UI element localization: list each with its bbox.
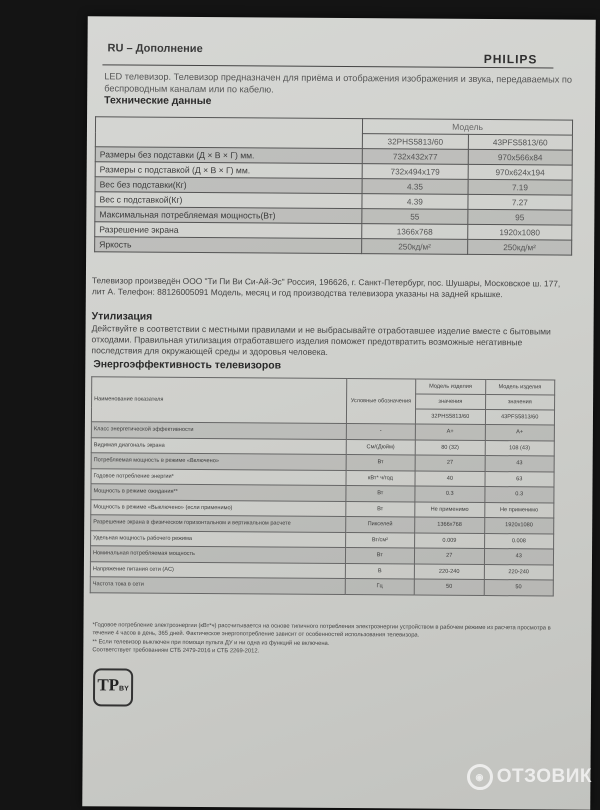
manufacturer-info: Телевизор произведён ООО "Ти Пи Ви Си-Ай-Эс" Россия, 196626, г. Санкт-Петербург, пос. Шушары, Московское ш. 177, лит А. Телефон: 88126005091 Модель, месяц и год производства телевизора указаны на задней крышке. — [91, 275, 561, 299]
footnote-2: ** Если телевизор выключен при помощи пульта ДУ и ни одна из функций не включена. — [92, 639, 330, 647]
table-row: Номинальная потребляемая мощность Вт 27 43 — [90, 546, 553, 565]
certification-mark-icon: TPBY — [93, 668, 133, 706]
model-2: 43PFS5813/60 — [468, 134, 572, 150]
review-site-icon: ◉ — [467, 764, 493, 790]
table-row: Размеры без подставки (Д × В × Г) мм. 732x432x77 970x566x84 — [95, 147, 572, 165]
table-row: Мощность в режиме ожидания** Вт 0.3 0.3 — [91, 484, 554, 503]
table-row: Яркость 250кд/м² 250кд/м² — [95, 237, 572, 255]
footnote-1: *Годовое потребление электроэнергии (кВт*ч) рассчитывается на основе типичного потребления электроэнергии устройством в рабочем режиме из расчета просмотра в течение 4 часов в день, 365 дней. Фактическое энергопотребление зависит от особенностей использования телевизора. — [92, 622, 551, 639]
section-title: RU – Дополнение — [107, 42, 203, 56]
col-name: Наименование показателя — [91, 377, 346, 424]
efficiency-table: Наименование показателя Условные обозначения Модель изделия Модель изделия значения значения 32PHS5813/60 43PFS5813/60 Класс энергетической эффективности - A+ A+ Видимая диагональ экрана См/(Дюйм) 80 (32) 108 (43) Потребляемая мощность в режиме «Включено» Вт 27 43 Годовое потребление энергии* кВт* ч/год 40 63 Мощность в режиме ожидания** Вт 0.3 0.3 Мощность в режиме «Выключено» (если применимо) Вт Не применимо Не применимо Разрешение экрана в физическом горизонтальном и вертикальном расчете Пикселей 1366x768 1920x1080 Удельная мощность рабочего режима Вт/см² 0.009 0.008 Номинальная потребляемая мощность Вт 27 43 Напряжение питания сети (AC) В 220-240 220-240 Частота тока в сети Гц 50 50 — [90, 376, 556, 596]
col-unit: Условные обозначения — [346, 379, 416, 424]
model-header: Модель — [363, 119, 573, 135]
table-row: Класс энергетической эффективности - A+ A+ — [91, 422, 554, 441]
table-row: Напряжение питания сети (AC) В 220-240 220-240 — [90, 561, 553, 580]
efficiency-title: Энергоэффективность телевизоров — [93, 359, 282, 372]
brand-logo: PHILIPS — [483, 52, 538, 67]
table-row: Потребляемая мощность в режиме «Включено» Вт 27 43 — [91, 453, 554, 472]
intro-text: LED телевизор. Телевизор предназначен для приёма и отображения изображения и звука, передаваемых по беспроводным каналам или по кабелю. Технические данные — [104, 71, 573, 108]
table-row: Удельная мощность рабочего режима Вт/см² 0.009 0.008 — [91, 530, 554, 549]
table-row: Вес с подставкой(Кг) 4.39 7.27 — [95, 192, 572, 210]
utilization-text: Действуйте в соответствии с местными правилами и не выбрасывайте отработавшее изделие вместе с бытовыми отходами. Правильная утилизация отработавшего изделия поможет предотвратить возможные негативные последствия для окружающей среды и здоровья человека. — [91, 323, 551, 357]
tech-title: Технические данные — [104, 95, 212, 108]
table-row: Мощность в режиме «Выключено» (если применимо) Вт Не применимо Не применимо — [91, 499, 554, 518]
utilization-title: Утилизация — [91, 311, 153, 323]
table-row: Частота тока в сети Гц 50 50 — [90, 577, 553, 596]
tech-specs-table — [94, 116, 573, 255]
model-1: 32PHS5813/60 — [416, 409, 486, 424]
table-row: Разрешение экрана в физическом горизонтальном и вертикальном расчете Пикселей 1366x768 1920x1080 — [91, 515, 554, 534]
model-1: 32PHS5813/60 — [362, 134, 468, 150]
table-row: Размеры с подставкой (Д × В × Г) мм. 732x494x179 970x624x194 — [95, 162, 572, 180]
footnote-3: Соответствует требованиям СТБ 2479-2016 и СТБ 2269-2012. — [92, 647, 260, 655]
manual-page — [82, 16, 596, 810]
table-row: Годовое потребление энергии* кВт* ч/год 40 63 — [91, 468, 554, 487]
watermark: ◉ ОТЗОВИК — [467, 764, 592, 790]
table-row: Разрешение экрана 1366x768 1920x1080 — [95, 222, 572, 240]
table-row: Максимальная потребляемая мощность(Вт) 55 95 — [95, 207, 572, 225]
col-model-1: Модель изделия — [416, 379, 486, 394]
footnotes — [92, 621, 562, 658]
table-row: Видимая диагональ экрана См/(Дюйм) 80 (32) 108 (43) — [91, 437, 554, 456]
col-model-2: Модель изделия — [485, 380, 555, 395]
table-row: Вес без подставки(Кг) 4.35 7.19 — [95, 177, 572, 195]
model-2: 43PFS5813/60 — [485, 410, 555, 425]
